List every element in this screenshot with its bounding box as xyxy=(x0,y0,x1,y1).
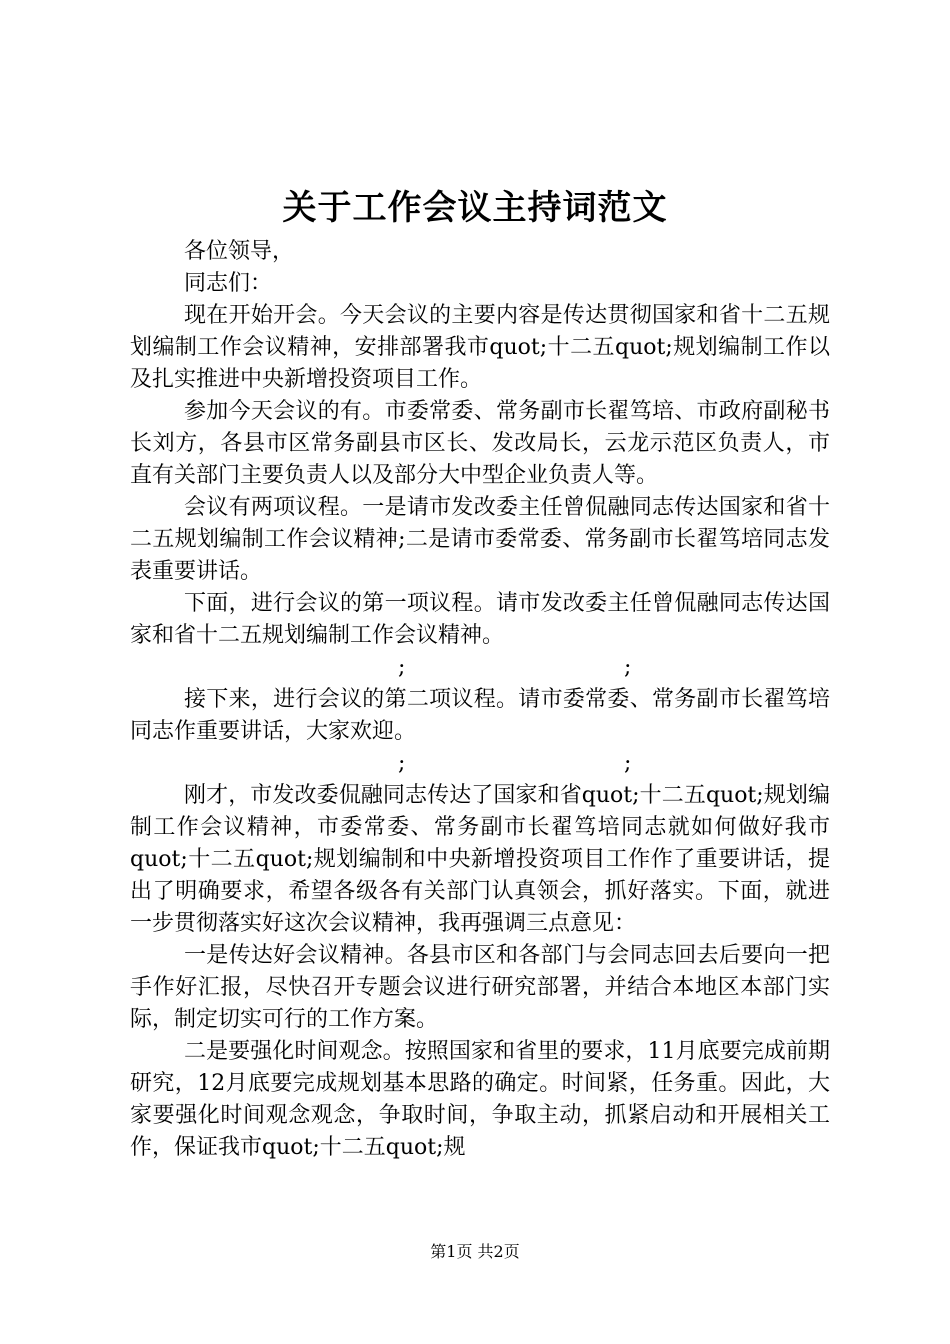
paragraph-attendees: 参加今天会议的有。市委常委、常务副市长翟笃培、市政府副秘书长刘方，各县市区常务副县市区长、发改局长，云龙示范区负责人，市直有关部门主要负责人以及部分大中型企业负责人等。 xyxy=(130,399,830,488)
separator-mark: ; xyxy=(398,751,406,776)
paragraph-point-one: 一是传达好会议精神。各县市区和各部门与会同志回去后要向一把手作好汇报，尽快召开专题会议进行研究部署，并结合本地区本部门实际，制定切实可行的工作方案。 xyxy=(130,943,830,1032)
paragraph-opening: 现在开始开会。今天会议的主要内容是传达贯彻国家和省十二五规划编制工作会议精神，安排部署我市quot;十二五quot;规划编制工作以及扎实推进中央新增投资项目工作。 xyxy=(130,303,830,392)
paragraph-agenda: 会议有两项议程。一是请市发改委主任曾侃融同志传达国家和省十二五规划编制工作会议精神;二是请市委常委、常务副市长翟笃培同志发表重要讲话。 xyxy=(130,495,830,584)
paragraph-first-item: 下面，进行会议的第一项议程。请市发改委主任曾侃融同志传达国家和省十二五规划编制工作会议精神。 xyxy=(130,591,830,648)
separator-line xyxy=(130,748,830,780)
separator-line xyxy=(130,652,830,684)
document-body xyxy=(130,236,830,1164)
separator-mark: ; xyxy=(398,655,406,680)
separator-mark: ; xyxy=(624,751,632,776)
paragraph-point-two: 二是要强化时间观念。按照国家和省里的要求，11月底要完成前期研究，12月底要完成规划基本思路的确定。时间紧，任务重。因此，大家要强化时间观念观念，争取时间，争取主动，抓紧启动和开展相关工作，保证我市quot;十二五quot;规 xyxy=(130,1039,830,1160)
document-title: 关于工作会议主持词范文 xyxy=(282,188,668,228)
paragraph-summary: 刚才，市发改委侃融同志传达了国家和省quot;十二五quot;规划编制工作会议精神，市委常委、常务副市长翟笃培同志就如何做好我市quot;十二五quot;规划编制和中央新增投资项目工作作了重要讲话，提出了明确要求，希望各级各有关部门认真领会，抓好落实。下面，就进一步贯彻落实好这次会议精神，我再强调三点意见： xyxy=(130,783,830,936)
page-number: 第1页 共2页 xyxy=(430,1242,520,1261)
paragraph-greeting-comrades: 同志们： xyxy=(184,271,273,296)
paragraph-second-item: 接下来，进行会议的第二项议程。请市委常委、常务副市长翟笃培同志作重要讲话，大家欢迎。 xyxy=(130,687,830,744)
paragraph-greeting-leaders: 各位领导， xyxy=(184,239,295,264)
separator-mark: ; xyxy=(624,655,632,680)
